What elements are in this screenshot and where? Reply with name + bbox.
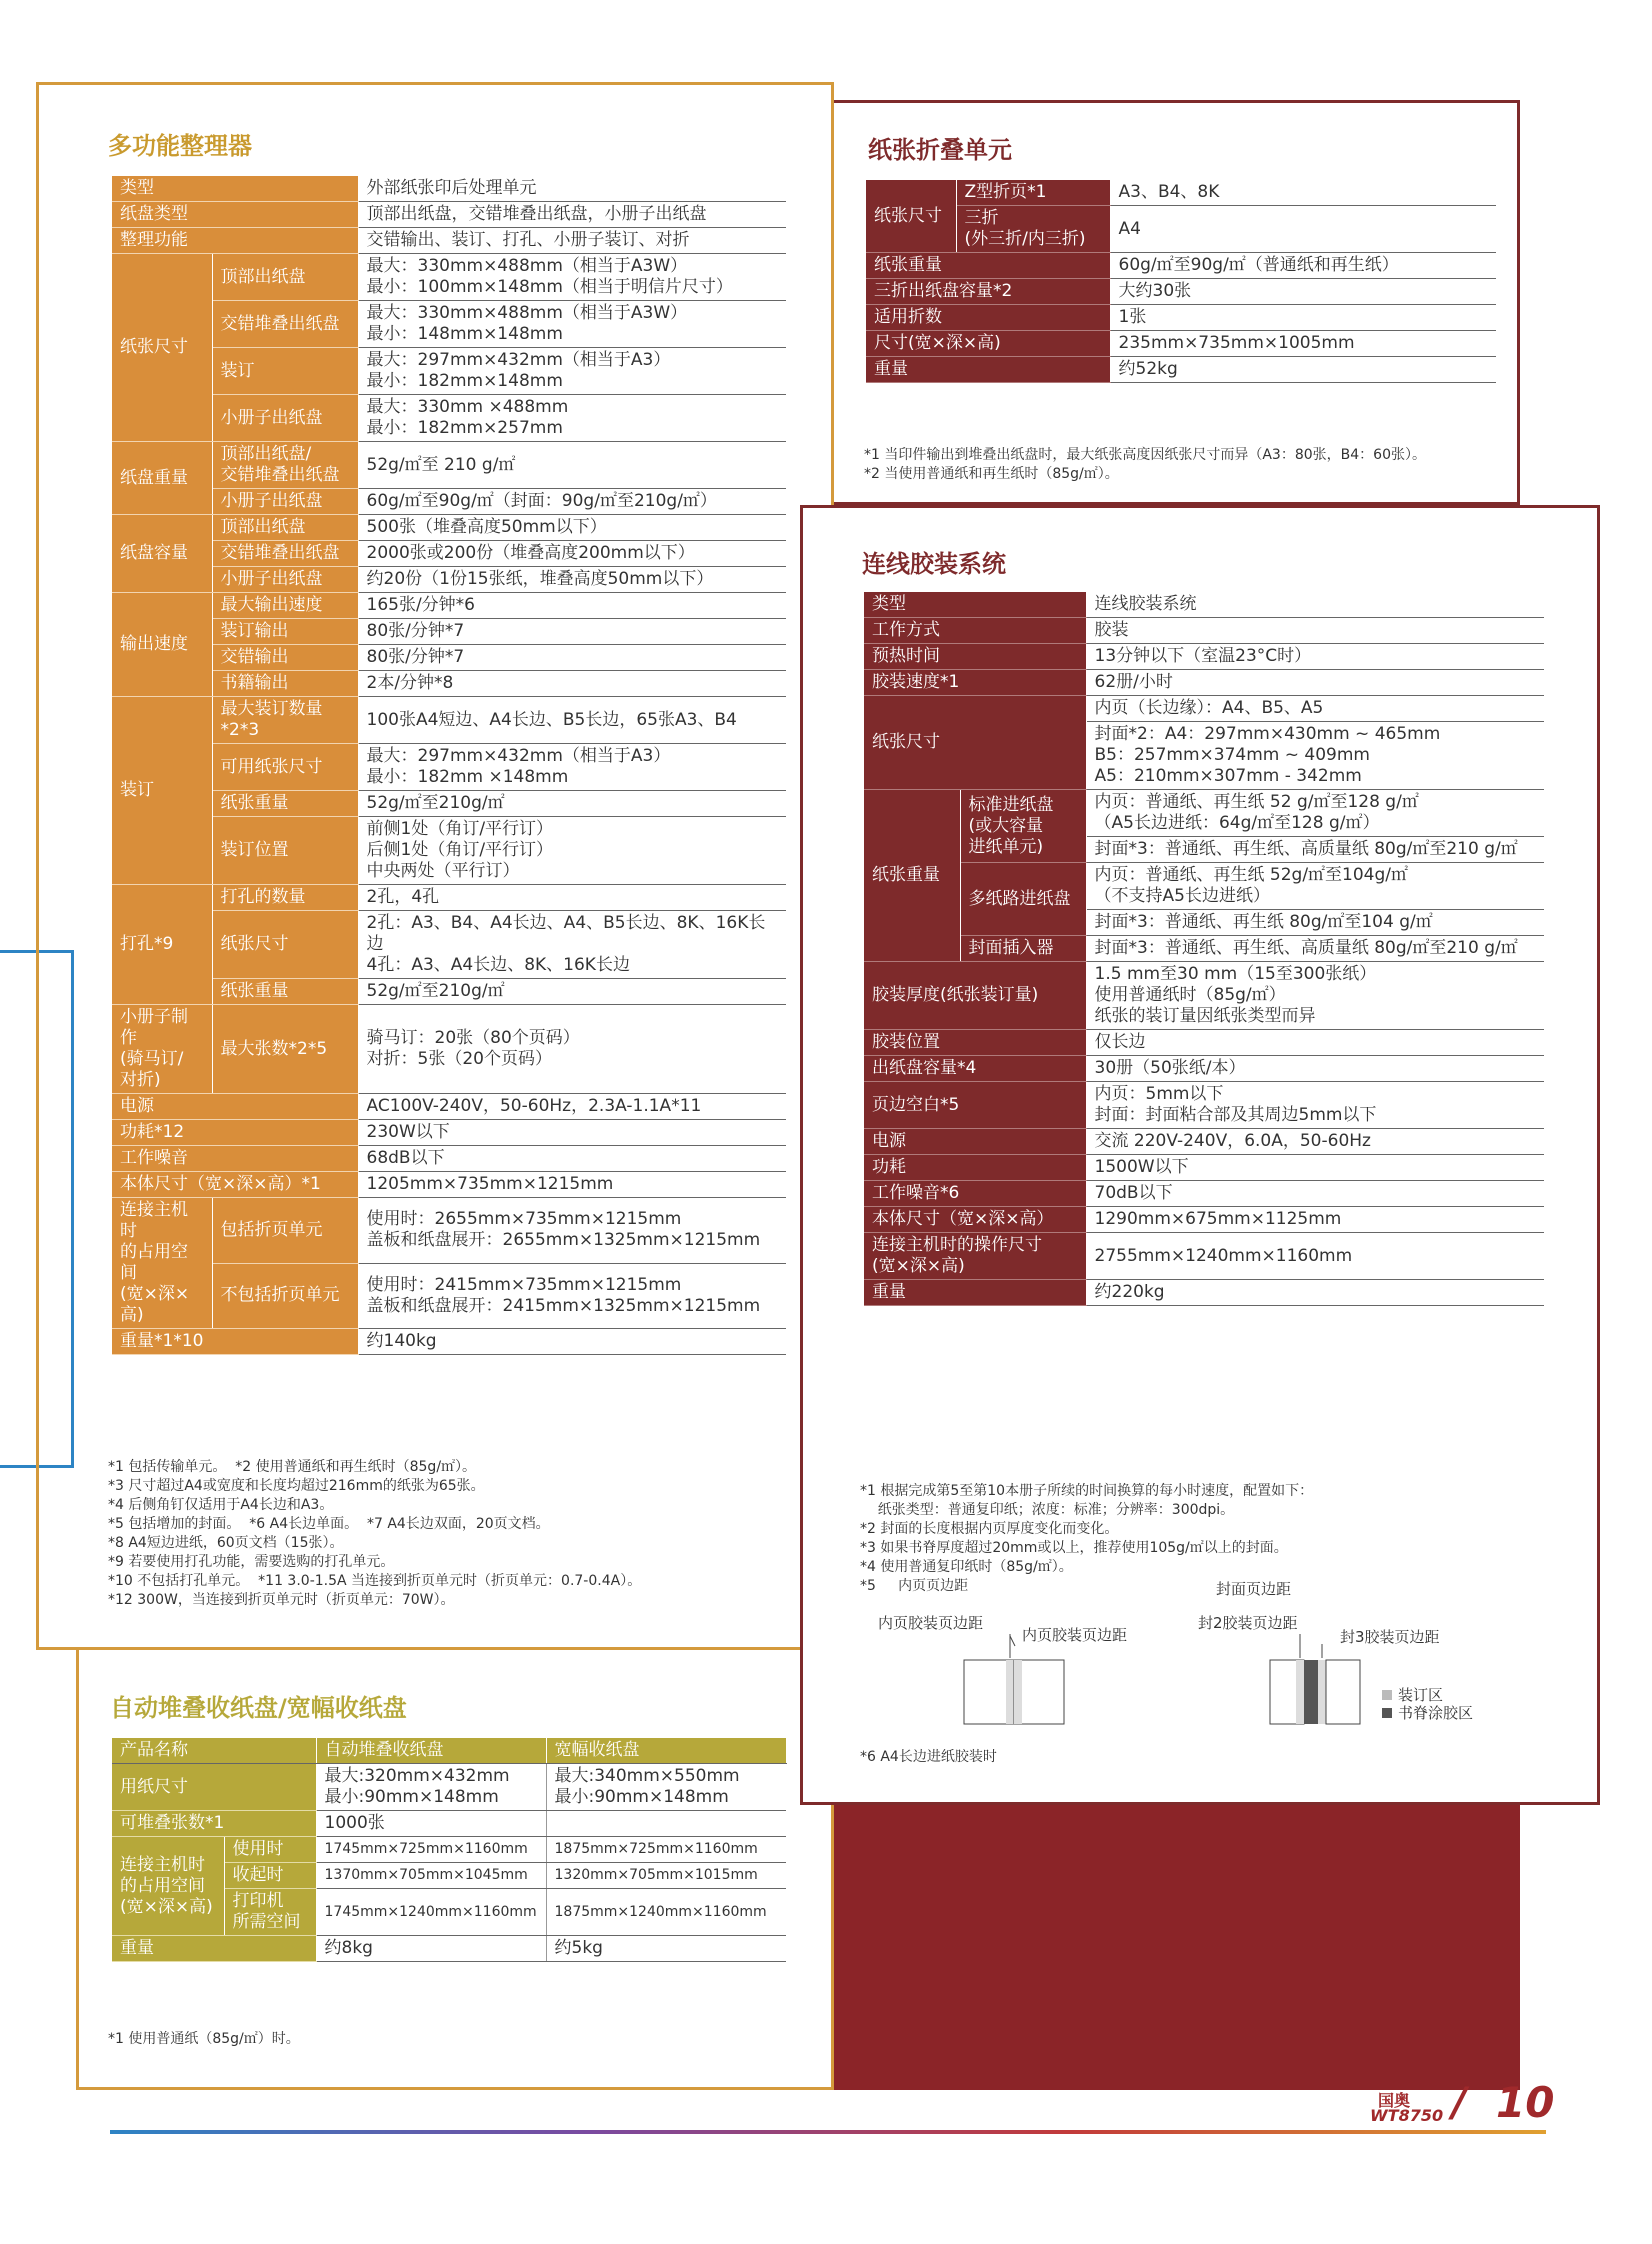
spec-value: 2755mm×1240mm×1160mm [1086, 1233, 1544, 1280]
spec-row [866, 331, 1496, 357]
spec-row [112, 697, 786, 744]
spec-label: 本体尺寸（宽×深×高）*1 [112, 1172, 358, 1198]
spec-row [112, 671, 786, 697]
spec-row [112, 744, 786, 791]
spec-sublabel: 不包括折页单元 [212, 1263, 358, 1329]
spec-label: 电源 [112, 1094, 358, 1120]
spec-value: 顶部出纸盘，交错堆叠出纸盘，小册子出纸盘 [358, 202, 786, 228]
spec-row [864, 790, 1544, 837]
spec-label: 预热时间 [864, 644, 1086, 670]
spec-row [112, 176, 786, 202]
footer-model: WT8750 [1370, 2106, 1444, 2125]
spec-sublabel: 包括折页单元 [212, 1198, 358, 1264]
spec-value: 交错输出、装订、打孔、小册子装订、对折 [358, 228, 786, 254]
spec-value: 68dB以下 [358, 1146, 786, 1172]
spec-value: 1000张 [316, 1811, 546, 1837]
spec-value: 内页：普通纸、再生纸 52g/㎡至104g/㎡ （不支持A5长边进纸） [1086, 863, 1544, 910]
spec-value: A4 [1110, 206, 1496, 253]
spec-value: 封面*3：普通纸、再生纸 80g/㎡至104 g/㎡ [1086, 910, 1544, 936]
spec-row [112, 489, 786, 515]
spec-label: 适用折数 [866, 305, 1110, 331]
spec-value: 最大:320mm×432mm 最小:90mm×148mm [316, 1764, 546, 1811]
spec-label: 纸张重量 [864, 790, 960, 962]
spec-value: 1745mm×1240mm×1160mm [316, 1889, 546, 1936]
spec-label: 功耗 [864, 1155, 1086, 1181]
spec-row [864, 1280, 1544, 1306]
spec-label: 工作噪音 [112, 1146, 358, 1172]
spec-row [112, 541, 786, 567]
spec-row [866, 305, 1496, 331]
legend-binding-swatch [1382, 1690, 1392, 1700]
spec-label: 连接主机时的操作尺寸 (宽×深×高) [864, 1233, 1086, 1280]
legend-binding-label: 装订区 [1398, 1686, 1444, 1704]
spec-row [864, 1233, 1544, 1280]
spec-row [112, 1811, 786, 1837]
spec-sublabel: Z型折页*1 [956, 180, 1110, 206]
spec-row [112, 254, 786, 301]
spec-sublabel: 可用纸张尺寸 [212, 744, 358, 791]
spec-value: 30册（50张纸/本） [1086, 1056, 1544, 1082]
spec-value: 最大：330mm×488mm（相当于A3W） 最小：148mm×148mm [358, 301, 786, 348]
spec-row [112, 885, 786, 911]
spec-label: 纸张重量 [866, 253, 1110, 279]
spec-value: 13分钟以下（室温23°C时） [1086, 644, 1544, 670]
spec-row [112, 515, 786, 541]
spec-sublabel: 交错堆叠出纸盘 [212, 541, 358, 567]
spec-sublabel: 多纸路进纸盘 [960, 863, 1086, 936]
spec-sublabel: 使用时 [224, 1837, 316, 1863]
spec-value: 最大:340mm×550mm 最小:90mm×148mm [546, 1764, 786, 1811]
spec-value: 80张/分钟*7 [358, 619, 786, 645]
spec-row [864, 670, 1544, 696]
folder-title: 纸张折叠单元 [868, 136, 1012, 164]
spec-value: 最大：297mm×432mm（相当于A3） 最小：182mm ×148mm [358, 744, 786, 791]
spec-value: 约220kg [1086, 1280, 1544, 1306]
spec-row [864, 1056, 1544, 1082]
spec-value: 交流 220V-240V，6.0A，50-60Hz [1086, 1129, 1544, 1155]
spec-value: 60g/㎡至90g/㎡（普通纸和再生纸） [1110, 253, 1496, 279]
spec-sublabel: 打印机 所需空间 [224, 1889, 316, 1936]
spec-sublabel: 小册子出纸盘 [212, 489, 358, 515]
spec-label: 出纸盘容量*4 [864, 1056, 1086, 1082]
column-header: 产品名称 [112, 1738, 316, 1764]
spec-value: 最大：330mm ×488mm 最小：182mm×257mm [358, 395, 786, 442]
spec-sublabel: 顶部出纸盘 [212, 254, 358, 301]
spec-row [866, 357, 1496, 383]
spec-row [112, 1146, 786, 1172]
spec-value: 1875mm×1240mm×1160mm [546, 1889, 786, 1936]
spec-value: 2本/分钟*8 [358, 671, 786, 697]
stacker-title: 自动堆叠收纸盘/宽幅收纸盘 [110, 1694, 407, 1722]
spec-label: 胶装位置 [864, 1030, 1086, 1056]
footer-gradient-line [110, 2130, 1546, 2134]
spec-row [866, 206, 1496, 253]
stacker-header-row [112, 1738, 786, 1764]
spec-sublabel: 打孔的数量 [212, 885, 358, 911]
spec-value: 约20份（1份15张纸，堆叠高度50mm以下） [358, 567, 786, 593]
spec-sublabel: 顶部出纸盘 [212, 515, 358, 541]
footer-slash: / [1452, 2080, 1467, 2126]
spec-label: 纸盘重量 [112, 442, 212, 515]
spec-row [112, 395, 786, 442]
spec-value: 500张（堆叠高度50mm以下） [358, 515, 786, 541]
page-number: 10 [1496, 2078, 1555, 2127]
spec-value: 内页：5mm以下 封面：封面粘合部及其周边5mm以下 [1086, 1082, 1544, 1129]
spec-row [864, 644, 1544, 670]
cover-margin-title: 封面页边距 [1216, 1580, 1292, 1598]
spec-value: 内页（长边缘）：A4、B5、A5 [1086, 696, 1544, 722]
spec-row [864, 1030, 1544, 1056]
spec-label: 小册子制作 (骑马订/ 对折) [112, 1005, 212, 1094]
spec-sublabel: 装订 [212, 348, 358, 395]
spec-label: 用纸尺寸 [112, 1764, 316, 1811]
spec-sublabel: 最大输出速度 [212, 593, 358, 619]
spec-row [112, 645, 786, 671]
spec-row [112, 228, 786, 254]
inner-margin-label-b: 内页胶装页边距 [1022, 1626, 1128, 1644]
column-header: 宽幅收纸盘 [546, 1738, 786, 1764]
spec-row [112, 1329, 786, 1355]
spec-row [864, 1181, 1544, 1207]
column-header: 自动堆叠收纸盘 [316, 1738, 546, 1764]
spec-label: 重量 [864, 1280, 1086, 1306]
spec-value: 前侧1处（角订/平行订） 后侧1处（角订/平行订） 中央两处（平行订） [358, 817, 786, 885]
spec-sublabel: 最大张数*2*5 [212, 1005, 358, 1094]
spec-value: 60g/㎡至90g/㎡（封面：90g/㎡至210g/㎡） [358, 489, 786, 515]
binder-note-6: *6 A4长边进纸胶装时 [860, 1749, 997, 1765]
spec-value: 1205mm×735mm×1215mm [358, 1172, 786, 1198]
spec-value: 最大：297mm×432mm（相当于A3） 最小：182mm×148mm [358, 348, 786, 395]
spec-value: 235mm×735mm×1005mm [1110, 331, 1496, 357]
spec-label: 纸张尺寸 [866, 180, 956, 253]
spec-row [112, 1764, 786, 1811]
spec-label: 胶装厚度(纸张装订量) [864, 962, 1086, 1030]
binder-title: 连线胶装系统 [862, 550, 1006, 578]
spec-row [112, 1172, 786, 1198]
spec-value: 约52kg [1110, 357, 1496, 383]
folder-spec-table [866, 180, 1496, 383]
cover3-margin-label: 封3胶装页边距 [1340, 1628, 1440, 1646]
spine-glue-area [1304, 1660, 1318, 1724]
spec-label: 纸张尺寸 [864, 696, 1086, 790]
spec-row [866, 279, 1496, 305]
spec-value: 仅长边 [1086, 1030, 1544, 1056]
spec-sublabel: 顶部出纸盘/ 交错堆叠出纸盘 [212, 442, 358, 489]
spec-value: 80张/分钟*7 [358, 645, 786, 671]
stacker-notes: *1 使用普通纸（85g/㎡）时。 [108, 2031, 300, 2047]
spec-row [112, 1120, 786, 1146]
spec-label: 电源 [864, 1129, 1086, 1155]
spec-value: 1.5 mm至30 mm（15至300张纸） 使用普通纸时（85g/㎡） 纸张的装订量因纸张类型而异 [1086, 962, 1544, 1030]
spec-sublabel: 小册子出纸盘 [212, 567, 358, 593]
spec-row [864, 936, 1544, 962]
spec-label: 工作噪音*6 [864, 1181, 1086, 1207]
spec-value: 使用时：2655mm×735mm×1215mm 盖板和纸盘展开：2655mm×1325mm×1215mm [358, 1198, 786, 1264]
spec-value: 外部纸张印后处理单元 [358, 176, 786, 202]
spec-row [112, 911, 786, 979]
spec-label: 本体尺寸（宽×深×高） [864, 1207, 1086, 1233]
spec-value: 封面*3：普通纸、再生纸、高质量纸 80g/㎡至210 g/㎡ [1086, 837, 1544, 863]
stacker-spec-table [112, 1738, 787, 1962]
spec-value: 1875mm×725mm×1160mm [546, 1837, 786, 1863]
spec-value: 约8kg [316, 1936, 546, 1962]
spec-sublabel: 收起时 [224, 1863, 316, 1889]
spec-value: 约140kg [358, 1329, 786, 1355]
spec-value: 1500W以下 [1086, 1155, 1544, 1181]
spec-value: 165张/分钟*6 [358, 593, 786, 619]
spec-row [864, 1082, 1544, 1129]
spec-label: 纸盘类型 [112, 202, 358, 228]
cover2-margin-label: 封2胶装页边距 [1198, 1614, 1298, 1632]
spec-label: 页边空白*5 [864, 1082, 1086, 1129]
spec-row [112, 1005, 786, 1094]
spec-label: 纸张尺寸 [112, 254, 212, 442]
spec-value: 230W以下 [358, 1120, 786, 1146]
spec-value: 62册/小时 [1086, 670, 1544, 696]
spec-sublabel: 最大装订数量*2*3 [212, 697, 358, 744]
spec-label: 重量*1*10 [112, 1329, 358, 1355]
spec-row [112, 1936, 786, 1962]
spec-sublabel: 封面插入器 [960, 936, 1086, 962]
spec-row [864, 696, 1544, 722]
spec-label: 三折出纸盘容量*2 [866, 279, 1110, 305]
spec-value: 52g/㎡至210g/㎡ [358, 979, 786, 1005]
spec-value: 胶装 [1086, 618, 1544, 644]
finisher-notes: *1 包括传输单元。 *2 使用普通纸和再生纸时（85g/㎡）。 *3 尺寸超过A4或宽度和长度均超过216mm的纸张为65张。 *4 后侧角钉仅适用于A4长边和A3。 *5 包括增加的封面。 *6 A4长边单面。 *7 A4长边双面，20页文档。 *8 A4短边进纸，60页文档（15张）。 *9 若要使用打孔功能，需要选购的打孔单元。 *10 不包括打孔单元。 *11 3.0-1.5A 当连接到折页单元时（折页单元：0.7-0.4A）。 *12 300W，当连接到折页单元时（折页单元：70W）。 [108, 1459, 642, 1608]
spec-row [864, 592, 1544, 618]
spec-label: 类型 [864, 592, 1086, 618]
spec-sublabel: 标准进纸盘 (或大容量 进纸单元) [960, 790, 1086, 863]
spec-row [112, 791, 786, 817]
spec-sublabel: 装订位置 [212, 817, 358, 885]
spec-label: 装订 [112, 697, 212, 885]
spec-value: 70dB以下 [1086, 1181, 1544, 1207]
spec-value: 1370mm×705mm×1045mm [316, 1863, 546, 1889]
spec-row [112, 567, 786, 593]
margin-diagram [960, 1630, 1440, 1730]
footer-brand: 国奥 [1378, 2091, 1411, 2110]
spec-sublabel: 纸张重量 [212, 791, 358, 817]
folder-notes: *1 当印件输出到堆叠出纸盘时，最大纸张高度因纸张尺寸而异（A3：80张，B4：60张）。 *2 当使用普通纸和再生纸时（85g/㎡）。 [864, 447, 1426, 482]
spec-label: 连接主机时 的占用空间 (宽×深×高) [112, 1837, 224, 1936]
spec-value: 封面*3：普通纸、再生纸、高质量纸 80g/㎡至210 g/㎡ [1086, 936, 1544, 962]
spec-value: 52g/㎡至 210 g/㎡ [358, 442, 786, 489]
spec-row [864, 1129, 1544, 1155]
legend-glue-swatch [1382, 1708, 1392, 1718]
spec-value: 使用时：2415mm×735mm×1215mm 盖板和纸盘展开：2415mm×1325mm×1215mm [358, 1263, 786, 1329]
spec-value: 1745mm×725mm×1160mm [316, 1837, 546, 1863]
spec-value [546, 1811, 786, 1837]
spec-label: 胶装速度*1 [864, 670, 1086, 696]
spec-value: 2孔，4孔 [358, 885, 786, 911]
spec-value: 内页：普通纸、再生纸 52 g/㎡至128 g/㎡ （A5长边进纸：64g/㎡至128 g/㎡） [1086, 790, 1544, 837]
spec-value: 封面*2：A4：297mm×430mm ~ 465mm B5：257mm×374mm ~ 409mm A5：210mm×307mm - 342mm [1086, 722, 1544, 790]
spec-row [864, 618, 1544, 644]
spec-label: 整理功能 [112, 228, 358, 254]
spec-row [112, 348, 786, 395]
spec-label: 输出速度 [112, 593, 212, 697]
spec-label: 功耗*12 [112, 1120, 358, 1146]
spec-value: 大约30张 [1110, 279, 1496, 305]
spec-label: 类型 [112, 176, 358, 202]
spec-row [864, 962, 1544, 1030]
spec-label: 连接主机时 的占用空间 (宽×深×高) [112, 1198, 212, 1329]
spec-label: 重量 [866, 357, 1110, 383]
spec-value: AC100V-240V，50-60Hz，2.3A-1.1A*11 [358, 1094, 786, 1120]
spec-sublabel: 装订输出 [212, 619, 358, 645]
legend-glue-label: 书脊涂胶区 [1398, 1704, 1474, 1722]
finisher-spec-table [112, 176, 786, 1355]
spec-value: 约5kg [546, 1936, 786, 1962]
spec-label: 工作方式 [864, 618, 1086, 644]
spec-row [864, 1207, 1544, 1233]
spec-row [864, 863, 1544, 910]
spec-sublabel: 小册子出纸盘 [212, 395, 358, 442]
spec-value: 1290mm×675mm×1125mm [1086, 1207, 1544, 1233]
spec-row [112, 1094, 786, 1120]
binder-spec-table [864, 592, 1544, 1306]
spec-label: 重量 [112, 1936, 316, 1962]
spec-row [112, 619, 786, 645]
inner-margin-label-a: 内页胶装页边距 [878, 1614, 984, 1632]
spec-row [112, 301, 786, 348]
spec-value: 2000张或200份（堆叠高度200mm以下） [358, 541, 786, 567]
spec-row [112, 817, 786, 885]
red-background-block [834, 1800, 1520, 2090]
spec-row [112, 1198, 786, 1264]
spec-row [112, 202, 786, 228]
spec-row [866, 180, 1496, 206]
binder-notes: *1 根据完成第5至第10本册子所续的时间换算的每小时速度，配置如下： 纸张类型：普通复印纸；浓度：标准；分辨率：300dpi。 *2 封面的长度根据内页厚度变化而变化。 *3 如果书脊厚度超过20mm或以上，推荐使用105g/㎡以上的封面。 *4 使用普通复印纸时（85g/㎡）。 *5 内页页边距 [860, 1483, 1314, 1594]
spec-sublabel: 交错输出 [212, 645, 358, 671]
spec-sublabel: 纸张尺寸 [212, 911, 358, 979]
spec-row [112, 1263, 786, 1329]
spec-row [866, 253, 1496, 279]
spec-row [112, 1837, 786, 1863]
spec-row [112, 442, 786, 489]
spec-label: 尺寸(宽×深×高) [866, 331, 1110, 357]
spec-row [112, 979, 786, 1005]
spec-value: 骑马订：20张（80个页码） 对折：5张（20个页码） [358, 1005, 786, 1094]
spec-sublabel: 纸张重量 [212, 979, 358, 1005]
spec-row [112, 593, 786, 619]
spec-value: 1张 [1110, 305, 1496, 331]
spec-label: 打孔*9 [112, 885, 212, 1005]
cover-diagram-right [1326, 1660, 1360, 1724]
spec-value: 2孔：A3、B4、A4长边、A4、B5长边、8K、16K长边 4孔：A3、A4长边、8K、16K长边 [358, 911, 786, 979]
spec-value: 连线胶装系统 [1086, 592, 1544, 618]
spec-row [864, 1155, 1544, 1181]
spec-value: 1320mm×705mm×1015mm [546, 1863, 786, 1889]
finisher-title: 多功能整理器 [108, 132, 252, 160]
spec-sublabel: 三折 (外三折/内三折) [956, 206, 1110, 253]
spec-value: 52g/㎡至210g/㎡ [358, 791, 786, 817]
spec-value: 最大：330mm×488mm（相当于A3W） 最小：100mm×148mm（相当于明信片尺寸） [358, 254, 786, 301]
spec-sublabel: 交错堆叠出纸盘 [212, 301, 358, 348]
spec-sublabel: 书籍输出 [212, 671, 358, 697]
spec-label: 可堆叠张数*1 [112, 1811, 316, 1837]
spec-label: 纸盘容量 [112, 515, 212, 593]
spec-value: A3、B4、8K [1110, 180, 1496, 206]
spec-value: 100张A4短边、A4长边、B5长边，65张A3、B4 [358, 697, 786, 744]
